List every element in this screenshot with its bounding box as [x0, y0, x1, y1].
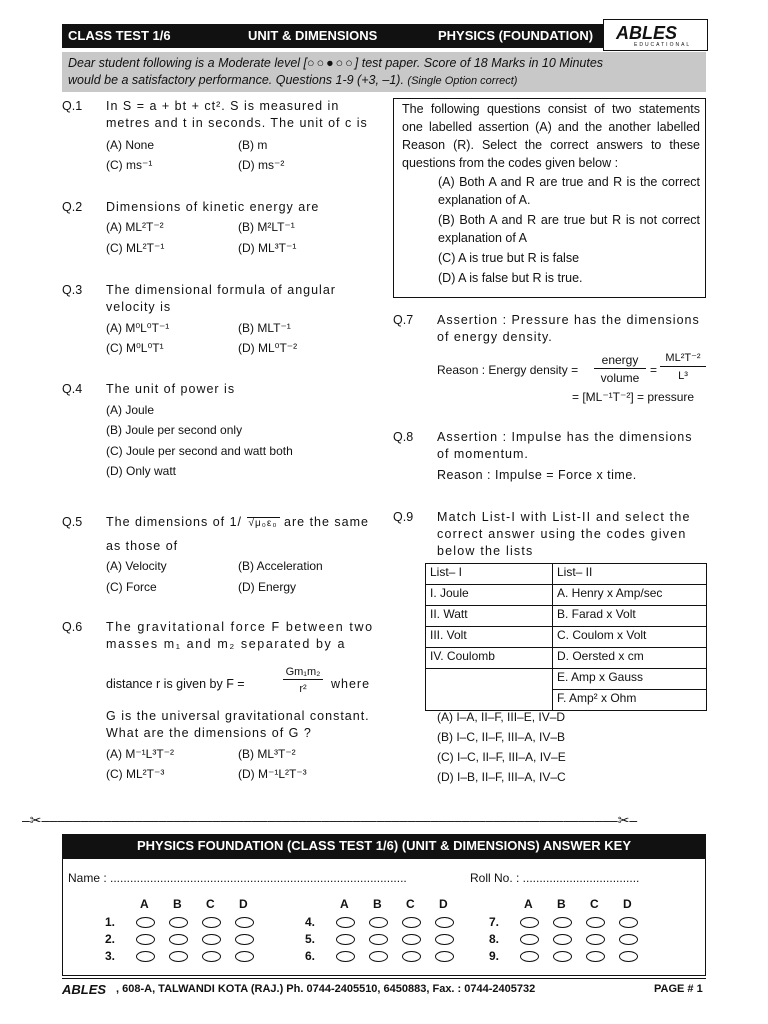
table-cell-empty [426, 669, 553, 711]
option-d: (D) I–B, II–F, III–A, IV–C [437, 770, 566, 784]
option-letter: D [439, 897, 448, 911]
option-b: (B) m [238, 138, 268, 152]
answer-bubble[interactable] [169, 917, 188, 928]
code-d: (D) A is false but R is true. [438, 271, 583, 285]
answer-bubble[interactable] [402, 917, 421, 928]
option-a: (A) Velocity [106, 559, 167, 573]
banner-text-1: Dear student following is a Moderate level [ [68, 56, 308, 70]
table-cell: A. Henry x Amp/sec [553, 585, 707, 606]
option-a: (A) None [106, 138, 155, 152]
answer-bubble[interactable] [136, 951, 155, 962]
answer-row-number: 6. [305, 949, 316, 963]
question-text: In S = a + bt + ct². S is measured in metres and t in seconds. The unit of c is [106, 99, 368, 130]
option-letter: A [140, 897, 149, 911]
answer-bubble[interactable] [553, 951, 572, 962]
option-letter: B [173, 897, 182, 911]
question-text-end: G is the universal gravitational constant. What are the dimensions of G ? [106, 709, 370, 740]
answer-row-number: 5. [305, 932, 316, 946]
reason-text: Reason : Energy density = [437, 363, 579, 377]
question-text: Match List-I with List-II and select the correct answer using the codes given below the lists [437, 510, 691, 558]
question-number: Q.7 [393, 313, 414, 327]
option-letter: D [623, 897, 632, 911]
footer-address: , 608-A, TALWANDI KOTA (RAJ.) Ph. 0744-2405510, 6450883, Fax. : 0744-2405732 [116, 983, 536, 995]
option-b: (B) MLT⁻¹ [238, 321, 291, 335]
answer-bubble[interactable] [235, 934, 254, 945]
question-text-end: as those of [106, 539, 179, 553]
instruction-banner [62, 52, 706, 92]
fraction-numerator: energy [601, 353, 639, 367]
option-c: (C) ms⁻¹ [106, 158, 153, 172]
answer-bubble[interactable] [369, 951, 388, 962]
box-intro: The following questions consist of two statements one labelled assertion (A) and the another labelled Reason (R). Select the correct answers to these questions from the codes given below : [402, 102, 700, 170]
answer-bubble[interactable] [435, 951, 454, 962]
answer-bubble[interactable] [619, 917, 638, 928]
question-text-cont: are the same [284, 515, 369, 529]
answer-bubble[interactable] [402, 934, 421, 945]
table-cell: II. Watt [426, 606, 553, 627]
answer-bubble[interactable] [369, 934, 388, 945]
cut-line-text: –✂––––––––––––––––––––––––––––––––––––––––––––––––––––––––––––––––––––––––––✂– [22, 812, 638, 828]
table-cell: D. Oersted x cm [553, 648, 707, 669]
code-a: (A) Both A and R are true and R is the correct explanation of A. [438, 175, 700, 207]
answer-bubble[interactable] [202, 917, 221, 928]
question-number: Q.3 [62, 283, 83, 297]
answer-key-box [62, 858, 706, 976]
answer-row-number: 9. [489, 949, 500, 963]
option-d: (D) ML⁰T⁻² [238, 341, 298, 355]
answer-bubble[interactable] [553, 917, 572, 928]
answer-bubble[interactable] [619, 951, 638, 962]
option-letter: A [524, 897, 533, 911]
answer-bubble[interactable] [202, 951, 221, 962]
option-b: (B) I–C, II–F, III–A, IV–B [437, 730, 566, 744]
answer-bubble[interactable] [336, 951, 355, 962]
list1-header: List– I [426, 564, 553, 585]
answer-bubble[interactable] [553, 934, 572, 945]
roll-no-field[interactable]: Roll No. : ................................... [470, 871, 640, 885]
option-a: (A) M⁻¹L³T⁻² [106, 747, 174, 761]
question-number: Q.6 [62, 620, 83, 634]
option-a: (A) Joule [106, 403, 155, 417]
answer-bubble[interactable] [136, 934, 155, 945]
logo-subtext: EDUCATIONAL [634, 42, 692, 48]
answer-row-number: 2. [105, 932, 116, 946]
answer-bubble[interactable] [586, 934, 605, 945]
difficulty-dots: ○○●○○ [307, 56, 355, 70]
mu-epsilon-root: √μ₀ε₀ [248, 518, 278, 529]
header-topic: UNIT & DIMENSIONS [248, 28, 378, 43]
answer-bubble[interactable] [520, 934, 539, 945]
fraction-bar [283, 679, 323, 680]
question-text: The gravitational force F between two masses m₁ and m₂ separated by a [106, 620, 374, 651]
table-cell: III. Volt [426, 627, 553, 648]
option-d: (D) Energy [238, 580, 297, 594]
equals-sign: = [650, 363, 658, 377]
option-letter: C [406, 897, 415, 911]
option-d: (D) ms⁻² [238, 158, 285, 172]
answer-bubble[interactable] [435, 934, 454, 945]
table-cell: IV. Coulomb [426, 648, 553, 669]
answer-row-number: 3. [105, 949, 116, 963]
answer-bubble[interactable] [235, 951, 254, 962]
banner-text-4: (Single Option correct) [407, 75, 518, 87]
answer-bubble[interactable] [169, 934, 188, 945]
answer-row-number: 1. [105, 915, 116, 929]
answer-row-number: 4. [305, 915, 316, 929]
option-letter: B [557, 897, 566, 911]
question-number: Q.4 [62, 382, 83, 396]
option-d: (D) ML³T⁻¹ [238, 241, 297, 255]
question-text: Dimensions of kinetic energy are [106, 200, 320, 214]
question-number: Q.5 [62, 515, 83, 529]
question-text: The unit of power is [106, 382, 236, 396]
answer-bubble[interactable] [235, 917, 254, 928]
option-d: (D) Only watt [106, 464, 177, 478]
option-b: (B) Acceleration [238, 559, 323, 573]
code-c: (C) A is true but R is false [438, 251, 580, 265]
option-a: (A) I–A, II–F, III–E, IV–D [437, 710, 566, 724]
question-text: Assertion : Impulse has the dimensions of momentum. [437, 430, 693, 461]
option-c: (C) Joule per second and watt both [106, 444, 293, 458]
answer-bubble[interactable] [136, 917, 155, 928]
answer-bubble[interactable] [586, 951, 605, 962]
logo-text: ABLES [616, 23, 678, 43]
fraction-numerator-2: ML²T⁻² [665, 352, 701, 364]
answer-bubble[interactable] [336, 917, 355, 928]
name-field[interactable]: Name : ......................................................................................... [68, 871, 407, 885]
table-cell: B. Farad x Volt [553, 606, 707, 627]
footer-logo: ABLES [62, 982, 107, 997]
reason-text-end: = [ML⁻¹T⁻²] = pressure [572, 390, 695, 404]
option-a: (A) ML²T⁻² [106, 220, 164, 234]
table-cell: C. Coulom x Volt [553, 627, 707, 648]
table-cell: I. Joule [426, 585, 553, 606]
reason-text: Reason : Impulse = Force x time. [437, 468, 637, 482]
fraction-bar-2 [660, 366, 706, 367]
answer-bubble[interactable] [619, 934, 638, 945]
question-number: Q.8 [393, 430, 414, 444]
answer-row-number: 7. [489, 915, 500, 929]
fraction-denominator: volume [600, 371, 640, 385]
banner-text-3: would be a satisfactory performance. Questions 1-9 (+3, –1). [68, 73, 404, 87]
fraction-denominator: r² [299, 683, 307, 695]
match-list-table [425, 563, 707, 711]
option-letter: D [239, 897, 248, 911]
answer-bubble[interactable] [336, 934, 355, 945]
option-letter: B [373, 897, 382, 911]
answer-bubble[interactable] [202, 934, 221, 945]
option-letter: C [206, 897, 215, 911]
option-b: (B) ML³T⁻² [238, 747, 296, 761]
option-d: (D) M⁻¹L²T⁻³ [238, 767, 307, 781]
fraction-denominator-2: L³ [678, 370, 688, 382]
question-number: Q.1 [62, 99, 83, 113]
code-b: (B) Both A and R are true but R is not correct explanation of A [438, 213, 700, 245]
answer-row-number: 8. [489, 932, 500, 946]
answer-bubble[interactable] [520, 917, 539, 928]
answer-bubble[interactable] [402, 951, 421, 962]
answer-bubble[interactable] [520, 951, 539, 962]
footer-rule [62, 978, 706, 979]
option-letter: C [590, 897, 599, 911]
assertion-reason-box [393, 98, 706, 298]
answer-bubble[interactable] [586, 917, 605, 928]
question-text: The dimensional formula of angular velocity is [106, 283, 336, 314]
option-letter: A [340, 897, 349, 911]
table-cell: E. Amp x Gauss [553, 669, 707, 690]
banner-text-2: ] test paper. Score of 18 Marks in 10 Minutes [354, 56, 604, 70]
option-c: (C) M⁰L⁰T¹ [106, 341, 164, 355]
question-text: Assertion : Pressure has the dimensions of energy density. [437, 313, 700, 344]
option-c: (C) ML²T⁻³ [106, 767, 165, 781]
option-b: (B) Joule per second only [106, 423, 243, 437]
fraction-bar [594, 368, 646, 369]
fraction-numerator: Gm₁m₂ [285, 666, 321, 678]
question-text: The dimensions of 1/ [106, 515, 243, 529]
scissor-cut-line [22, 812, 746, 826]
answer-bubble[interactable] [435, 917, 454, 928]
question-text-where: where [331, 677, 371, 691]
ables-logo [603, 19, 708, 51]
answer-key-title: PHYSICS FOUNDATION (CLASS TEST 1/6) (UNIT & DIMENSIONS) ANSWER KEY [62, 834, 706, 858]
header-class-test: CLASS TEST 1/6 [68, 28, 171, 43]
option-b: (B) M²LT⁻¹ [238, 220, 295, 234]
table-cell: F. Amp² x Ohm [553, 690, 707, 711]
page-number: PAGE # 1 [654, 983, 703, 995]
option-c: (C) ML²T⁻¹ [106, 241, 165, 255]
option-c: (C) Force [106, 580, 157, 594]
header-subject: PHYSICS (FOUNDATION) [438, 28, 594, 43]
option-c: (C) I–C, II–F, III–A, IV–E [437, 750, 566, 764]
question-text-formula: distance r is given by F = [106, 677, 245, 691]
option-a: (A) M⁰L⁰T⁻¹ [106, 321, 170, 335]
question-number: Q.9 [393, 510, 414, 524]
list2-header: List– II [553, 564, 707, 585]
answer-bubble[interactable] [169, 951, 188, 962]
answer-bubble[interactable] [369, 917, 388, 928]
question-number: Q.2 [62, 200, 83, 214]
